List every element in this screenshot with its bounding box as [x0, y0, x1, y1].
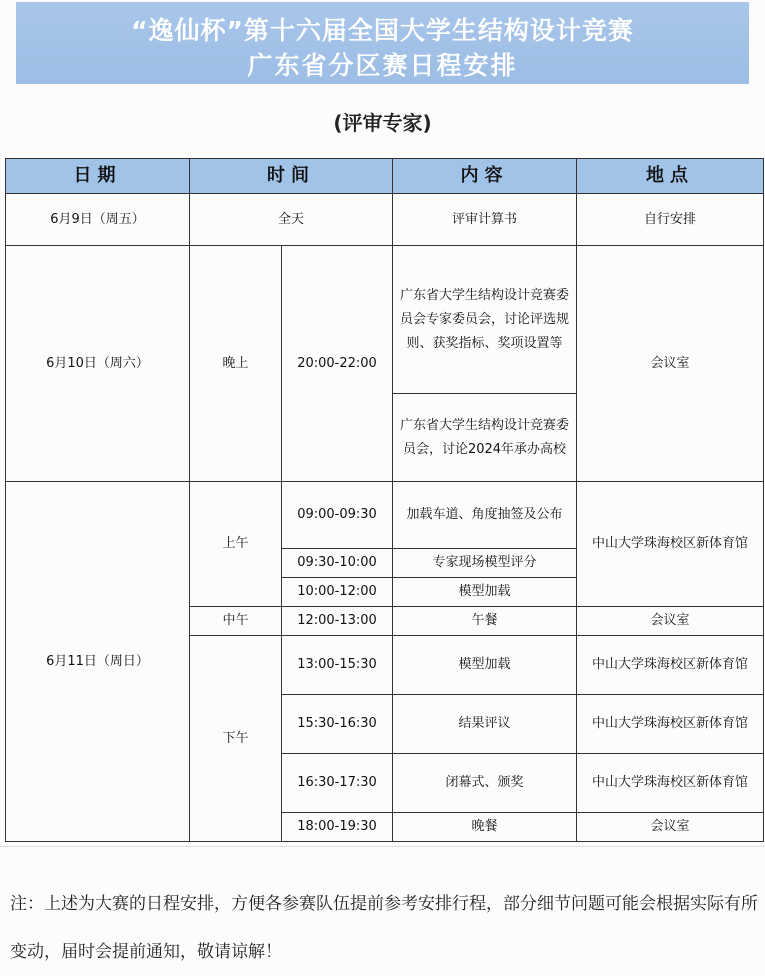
content-cell: 模型加载 — [393, 578, 577, 607]
place-cell: 中山大学珠海校区新体育馆 — [577, 636, 764, 695]
place-cell: 会议室 — [577, 246, 764, 482]
date-cell: 6月11日（周日） — [6, 482, 190, 842]
content-cell: 广东省大学生结构设计竞赛委员会，讨论2024年承办高校 — [393, 394, 577, 482]
title-line-1: “逸仙杯”第十六届全国大学生结构设计竞赛 — [131, 16, 634, 45]
period-cell: 晚上 — [190, 246, 282, 482]
divider — [0, 846, 765, 847]
table-row — [6, 482, 764, 549]
place-cell: 中山大学珠海校区新体育馆 — [577, 695, 764, 754]
period-cell: 下午 — [190, 636, 282, 842]
table-header-row — [6, 159, 764, 194]
period-cell: 中午 — [190, 607, 282, 636]
header-date: 日期 — [6, 159, 190, 194]
place-cell: 自行安排 — [577, 194, 764, 246]
content-cell: 模型加载 — [393, 636, 577, 695]
content-cell: 评审计算书 — [393, 194, 577, 246]
period-cell: 上午 — [190, 482, 282, 607]
time-cell: 全天 — [190, 194, 393, 246]
time-cell: 20:00-22:00 — [282, 246, 393, 482]
content-cell: 结果评议 — [393, 695, 577, 754]
table-row — [6, 194, 764, 246]
time-cell: 18:00-19:30 — [282, 813, 393, 842]
table-row — [6, 246, 764, 394]
content-cell: 午餐 — [393, 607, 577, 636]
place-cell: 中山大学珠海校区新体育馆 — [577, 482, 764, 607]
content-cell: 专家现场模型评分 — [393, 549, 577, 578]
time-cell: 13:00-15:30 — [282, 636, 393, 695]
time-cell: 12:00-13:00 — [282, 607, 393, 636]
header-time: 时间 — [190, 159, 393, 194]
header-place: 地点 — [577, 159, 764, 194]
content-cell: 闭幕式、颁奖 — [393, 754, 577, 813]
schedule-table — [5, 158, 764, 842]
date-cell: 6月9日（周五） — [6, 194, 190, 246]
place-cell: 会议室 — [577, 607, 764, 636]
content-cell: 加载车道、角度抽签及公布 — [393, 482, 577, 549]
date-cell: 6月10日（周六） — [6, 246, 190, 482]
place-cell: 中山大学珠海校区新体育馆 — [577, 754, 764, 813]
content-cell: 晚餐 — [393, 813, 577, 842]
time-cell: 10:00-12:00 — [282, 578, 393, 607]
time-cell: 16:30-17:30 — [282, 754, 393, 813]
time-cell: 09:00-09:30 — [282, 482, 393, 549]
title-banner — [16, 2, 749, 84]
subtitle: (评审专家) — [333, 111, 432, 135]
title-line-2: 广东省分区赛日程安排 — [247, 51, 518, 80]
place-cell: 会议室 — [577, 813, 764, 842]
content-cell: 广东省大学生结构设计竞赛委员会专家委员会，讨论评选规则、获奖指标、奖项设置等 — [393, 246, 577, 394]
time-cell: 15:30-16:30 — [282, 695, 393, 754]
header-content: 内容 — [393, 159, 577, 194]
footnote: 注：上述为大赛的日程安排，方便各参赛队伍提前参考安排行程，部分细节问题可能会根据实际有所变动，届时会提前通知，敬请谅解！ — [10, 894, 758, 961]
time-cell: 09:30-10:00 — [282, 549, 393, 578]
